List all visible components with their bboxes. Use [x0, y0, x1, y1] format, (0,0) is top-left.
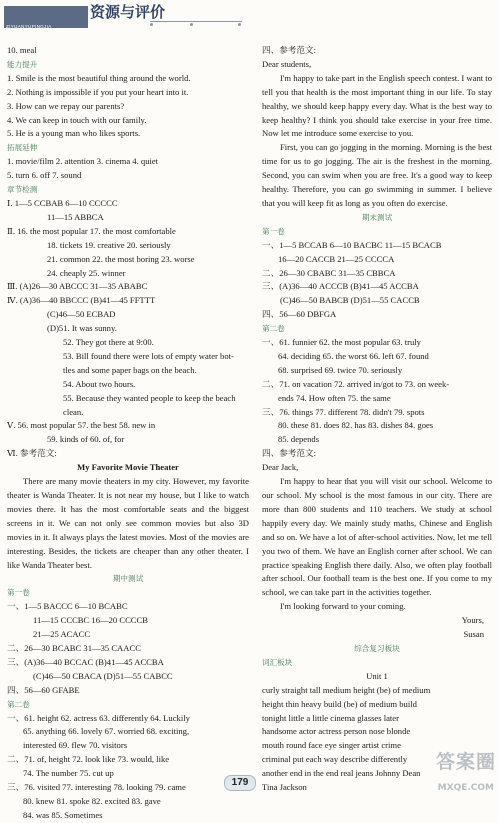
section-heading-review: 综合复习板块: [354, 643, 400, 653]
answer-line: 5. turn 6. off 7. sound: [7, 170, 82, 181]
unit-heading: Unit 1: [366, 670, 388, 681]
answer-line: 二、71. of, height 72. look like 73. would, like: [7, 754, 170, 765]
answer-line: 52. They got there at 9:00.: [63, 337, 154, 348]
answer-line: 21. common 22. the most boring 23. worse: [47, 253, 195, 264]
page-header: [0, 0, 250, 38]
answer-line: interested 69. flew 70. visitors: [23, 740, 128, 751]
answer-line: 11—15 CCCBC 16—20 CCCCB: [33, 615, 149, 626]
watermark-text: 答案圈: [435, 751, 496, 773]
answer-line: 5. He is a young man who likes sports.: [7, 128, 141, 139]
section-heading-vocabulary: 词汇板块: [262, 657, 293, 667]
left-column: [7, 44, 249, 823]
answer-line: 一、61. height 62. actress 63. differently 64. Luckily: [7, 712, 190, 723]
vocab-line: mouth round face eye singer artist crime: [262, 740, 401, 751]
page-number: 179: [224, 775, 256, 791]
answer-line: 80. knew 81. spoke 82. excited 83. gave: [23, 795, 161, 806]
answer-line: 四、56—60 DBFGA: [262, 309, 337, 320]
header-title: 资源与评价: [90, 3, 166, 21]
answer-line: 三、(A)36—40 BCCAC (B)41—45 ACCBA: [7, 656, 164, 667]
answer-line: Ⅱ. 16. the most popular 17. the most comfortable: [7, 225, 176, 236]
answer-line: 四、参考范文:: [262, 45, 316, 55]
essay-paragraph: I'm happy to take part in the English speech contest. I want to tell you that health is the most important thing in our life. To stay healthy, we should keep happy every day. What is the best way to keep healthy? I think you should take exercise in your free time. Now let me introduce some exercise to you.: [262, 72, 492, 139]
answer-line: 55. Because they wanted people to keep the beach: [63, 392, 236, 403]
watermark-logo: [404, 751, 496, 798]
answer-line: ends 74. How often 75. the same: [278, 392, 391, 403]
section-heading-chapter-test: 章节检测: [7, 185, 38, 195]
answer-line: 10. meal: [7, 45, 37, 55]
answer-line: (C)46—50 CBACA (D)51—55 CABCC: [33, 670, 173, 681]
answer-line: 一、1—5 BACCC 6—10 BCABC: [7, 601, 128, 612]
answer-line: 一、61. funnier 62. the most popular 63. truly: [262, 337, 421, 348]
answer-line: 二、26—30 BCABC 31—35 CAACC: [7, 642, 141, 653]
answer-line: 二、71. on vacation 72. arrived in/got to 73. on week-: [262, 378, 450, 389]
answer-line: 80. these 81. does 82. has 83. dishes 84. goes: [278, 420, 434, 431]
answer-line: 65. anything 66. lovely 67. worried 68. exciting,: [23, 726, 190, 737]
essay-salutation: Dear Jack,: [262, 462, 299, 473]
essay-paragraph: I'm happy to hear that you will visit our school. Welcome to our school. My school is the most famous in our city. There are more than 800 students and 110 teachers. We study at school happily every day. We mainly study maths, Chinese and English and so on. We have a lot of after-school activities. Now, let me tell you two of them. We have an English corner after school. We can practice speaking English there daily. Also, we often play football after school. Our football team is the best one. If you come to my school, we can take part in the activities together.: [262, 476, 492, 598]
answer-line: tles and some paper bags on the beach.: [63, 364, 197, 375]
answer-line: 1. Smile is the most beautiful thing around the world.: [7, 72, 191, 83]
answer-line: 85. depends: [278, 434, 320, 445]
answer-line: Ⅳ. (A)36—40 BBCCC (B)41—45 FFTTT: [7, 295, 156, 306]
vocab-line: curly straight tall medium height (be) of medium: [262, 684, 431, 695]
answer-line: 16—20 CACCB 21—25 CCCCA: [278, 253, 395, 264]
vocab-line: height thin heavy build (be) of medium build: [262, 698, 417, 709]
answer-line: 四、56—60 GFABE: [7, 684, 80, 695]
answer-line: 三、(A)36—40 ACCCB (B)41—45 ACCBA: [262, 281, 419, 292]
header-pinyin: ZIYUANYUPINGJIA: [6, 24, 52, 29]
essay-paragraph: I'm looking forward to your coming.: [280, 601, 406, 612]
essay-signature: Susan: [463, 629, 484, 640]
answer-line: 64. deciding 65. the worst 66. left 67. found: [278, 350, 429, 361]
answer-line: 4. We can keep in touch with our family.: [7, 114, 147, 125]
vocab-line: Tina Jackson: [262, 782, 307, 793]
volume-heading: 第一卷: [7, 588, 30, 598]
essay-paragraph: First, you can go jogging in the morning. Morning is the best time for us to go jogging. The air is the freshest in the morning. Second, you can swim when you are free. It's a good way to keep healthy. Therefore, you can go swimming in summer. I believe that you will keep fit as long as you often do exercise.: [262, 142, 492, 208]
watermark-url: MXQE.COM: [437, 783, 494, 793]
answer-line: 84. was 85. Sometimes: [23, 809, 103, 820]
answer-line: 三、76. visited 77. interesting 78. looking 79. came: [7, 782, 186, 793]
section-heading-ability: 能力提升: [7, 59, 38, 69]
answer-line: 3. How can we repay our parents?: [7, 100, 125, 111]
vocab-line: criminal put each way describe differently: [262, 754, 408, 765]
answer-line: Ⅲ. (A)26—30 ABCCC 31—35 ABABC: [7, 281, 148, 292]
answer-line: 54. About two hours.: [63, 378, 136, 389]
answer-line: (D)51. It was sunny.: [47, 323, 117, 334]
answer-line: 18. tickets 19. creative 20. seriously: [47, 239, 171, 250]
volume-heading: 第二卷: [7, 699, 30, 709]
answer-line: 1. movie/film 2. attention 3. cinema 4. quiet: [7, 156, 159, 167]
vocab-line: handsome actor actress person nose blonde: [262, 726, 411, 737]
answer-line: 24. cheaply 25. winner: [47, 267, 126, 278]
volume-heading: 第一卷: [262, 226, 285, 236]
answer-line: 74. The number 75. cut up: [23, 768, 114, 779]
answer-line: 四、参考范文:: [262, 448, 316, 459]
answer-line: clean.: [63, 406, 84, 417]
answer-line: 68. surprised 69. twice 70. seriously: [278, 364, 403, 375]
vocab-line: another end in the end real jeans Johnny Dean: [262, 768, 421, 779]
answer-line: Ⅵ. 参考范文:: [7, 448, 57, 459]
essay-paragraph: There are many movie theaters in my city. However, my favorite theater is Wanda Theater. It is not near my house, but I like to watch movies there. It has the most comfortable seats and the biggest screens in it. We can not only see common movies but also 3D movies in it. It always plays the latest movies. Most of the movies are interesting. Besides, the tickets are cheaper than any other theater. I like Wanda Theater best.: [7, 476, 249, 570]
answer-line: (C)46—50 ECBAD: [47, 309, 116, 320]
answer-line: 一、1—5 BCCAB 6—10 BACBC 11—15 BCACB: [262, 239, 442, 250]
right-column: [262, 44, 492, 795]
section-heading-extension: 拓展延伸: [7, 143, 38, 153]
answer-line: 三、76. things 77. different 78. didn't 79. spots: [262, 406, 425, 417]
section-heading-midterm: 期中测试: [112, 574, 144, 584]
header-decoration: [150, 21, 242, 29]
answer-line: 59. kinds of 60. of, for: [47, 434, 125, 445]
answer-line: 53. Bill found there were lots of empty water bot-: [63, 350, 234, 361]
answer-line: 21—25 ACACC: [33, 629, 91, 640]
answer-line: Ⅰ. 1—5 CCBAB 6—10 CCCCC: [7, 197, 118, 208]
answer-line: 二、26—30 CBABC 31—35 CBBCA: [262, 267, 396, 278]
volume-heading: 第二卷: [262, 324, 285, 334]
answer-line: 2. Nothing is impossible if you put your heart into it.: [7, 86, 189, 97]
answer-line: 11—15 ABBCA: [47, 211, 104, 222]
answer-line: (C)46—50 BABCB (D)51—55 CACCB: [280, 295, 420, 306]
answer-line: Ⅴ. 56. most popular 57. the best 58. new in: [7, 420, 156, 431]
vocab-line: tonight little a little cinema glasses later: [262, 712, 399, 723]
essay-title: My Favorite Movie Theater: [77, 462, 179, 473]
essay-salutation: Dear students,: [262, 58, 312, 69]
essay-closing: Yours,: [461, 615, 484, 626]
section-heading-final: 期末测试: [361, 212, 393, 222]
